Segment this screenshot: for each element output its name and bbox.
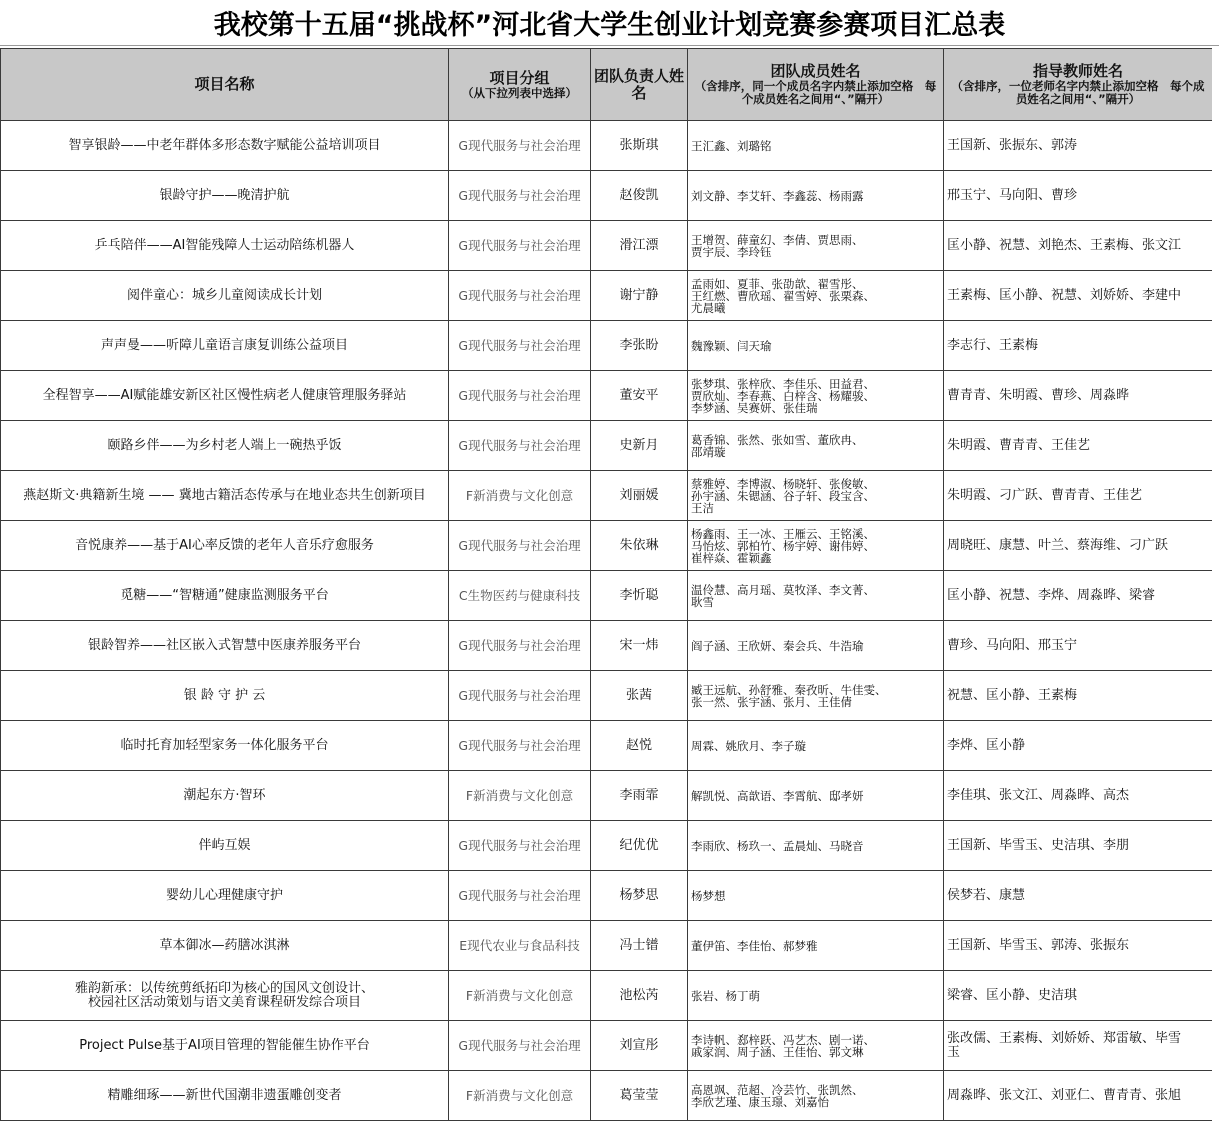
teachers-cell-text: 邢玉宁、马向阳、曹珍: [947, 187, 1078, 203]
group-cell[interactable]: [449, 971, 591, 1021]
project-name-cell[interactable]: [1, 871, 449, 921]
group-cell[interactable]: [449, 921, 591, 971]
members-cell[interactable]: [688, 671, 944, 721]
header-row: [1, 49, 1213, 121]
table-row: [1, 871, 1213, 921]
teachers-cell[interactable]: [944, 1021, 1213, 1071]
project-name-cell[interactable]: [1, 1071, 449, 1121]
leader-cell-text: 冯士镨: [619, 937, 659, 953]
teachers-cell[interactable]: [944, 671, 1213, 721]
teachers-cell-text: 王国新、毕雪玉、史洁琪、李朋: [947, 837, 1130, 853]
group-cell-text: G现代服务与社会治理: [458, 237, 581, 253]
teachers-cell[interactable]: [944, 1071, 1213, 1121]
members-cell[interactable]: [688, 121, 944, 171]
teachers-cell[interactable]: [944, 371, 1213, 421]
leader-cell[interactable]: [591, 121, 688, 171]
group-cell[interactable]: [449, 1021, 591, 1071]
group-cell-text: G现代服务与社会治理: [458, 337, 581, 353]
teachers-cell-text: 王国新、毕雪玉、郭涛、张振东: [947, 937, 1130, 953]
members-cell-text: 杨梦想: [691, 888, 726, 903]
leader-cell[interactable]: [591, 771, 688, 821]
group-cell-text: G现代服务与社会治理: [458, 1037, 581, 1053]
teachers-cell-text: 周晓旺、康慧、叶兰、蔡海维、刁广跃: [947, 537, 1169, 553]
table-row: [1, 1021, 1213, 1071]
table-row: [1, 221, 1213, 271]
project-name-cell-text: 银 龄 守 护 云: [183, 687, 266, 703]
group-cell[interactable]: [449, 321, 591, 371]
teachers-cell-text: 周淼晔、张文江、刘亚仁、曹青青、张旭: [947, 1087, 1182, 1103]
project-name-cell[interactable]: [1, 1021, 449, 1071]
project-name-cell-text: 临时托育加轻型家务一体化服务平台: [120, 737, 329, 753]
group-cell-text: F新消费与文化创意: [465, 1087, 574, 1103]
header-project-name[interactable]: [1, 49, 449, 121]
group-cell[interactable]: [449, 521, 591, 571]
group-cell[interactable]: [449, 221, 591, 271]
group-cell[interactable]: [449, 821, 591, 871]
members-cell-text: 蔡雅婷、李博淑、杨晓轩、张俊敏、 孙宇涵、朱锶涵、谷子轩、段宝含、 王洁: [691, 476, 875, 515]
leader-cell-text: 纪优优: [619, 837, 659, 853]
project-name-cell[interactable]: [1, 421, 449, 471]
group-cell-text: F新消费与文化创意: [465, 487, 574, 503]
leader-cell[interactable]: [591, 221, 688, 271]
table-row: [1, 821, 1213, 871]
leader-cell-text: 池松芮: [619, 987, 659, 1003]
members-cell-text: 王增贺、薛童幻、李倩、贾思雨、 贾宇辰、李玲钰: [691, 232, 864, 259]
sheet-right-edge: [1212, 48, 1219, 1126]
group-cell[interactable]: [449, 171, 591, 221]
table-row: [1, 521, 1213, 571]
group-cell[interactable]: [449, 721, 591, 771]
project-name-cell-text: 阅伴童心：城乡儿童阅读成长计划: [126, 287, 322, 303]
members-cell-text: 张梦琪、张梓欣、李佳乐、田益君、 贾欣灿、李春燕、白梓含、杨耀骏、 李梦涵、吴赛妍、张佳瑞: [691, 376, 875, 415]
leader-cell-text: 董安平: [619, 387, 659, 403]
teachers-cell-text: 匡小静、祝慧、李烨、周淼晔、梁睿: [947, 587, 1156, 603]
members-cell[interactable]: [688, 771, 944, 821]
members-cell[interactable]: [688, 921, 944, 971]
teachers-cell-text: 匡小静、祝慧、刘艳杰、王素梅、张文江: [947, 237, 1182, 253]
header-group-note: （从下拉列表中选择）: [462, 85, 577, 100]
members-cell[interactable]: [688, 471, 944, 521]
members-cell[interactable]: [688, 221, 944, 271]
group-cell-text: G现代服务与社会治理: [458, 687, 581, 703]
leader-cell-text: 葛莹莹: [619, 1087, 659, 1103]
teachers-cell[interactable]: [944, 871, 1213, 921]
table-row: [1, 571, 1213, 621]
teachers-cell-text: 张改儒、王素梅、刘娇娇、郑雷敏、毕雪 玉: [947, 1030, 1182, 1060]
header-group-label: 项目分组: [489, 68, 550, 87]
table-row: [1, 421, 1213, 471]
table-row: [1, 771, 1213, 821]
leader-cell[interactable]: [591, 1021, 688, 1071]
teachers-cell[interactable]: [944, 971, 1213, 1021]
teachers-cell[interactable]: [944, 771, 1213, 821]
table-row: [1, 321, 1213, 371]
group-cell[interactable]: [449, 671, 591, 721]
project-name-cell-text: 颐路乡伴——为乡村老人端上一碗热乎饭: [107, 437, 342, 453]
project-name-cell[interactable]: [1, 671, 449, 721]
members-cell[interactable]: [688, 1071, 944, 1121]
members-cell[interactable]: [688, 621, 944, 671]
group-cell[interactable]: [449, 421, 591, 471]
leader-cell-text: 刘宣彤: [619, 1037, 659, 1053]
group-cell-text: F新消费与文化创意: [465, 987, 574, 1003]
leader-cell[interactable]: [591, 421, 688, 471]
leader-cell[interactable]: [591, 871, 688, 921]
table-row: [1, 921, 1213, 971]
table-row: [1, 271, 1213, 321]
members-cell[interactable]: [688, 171, 944, 221]
header-members-note: （含排序，同一个成员名字内禁止添加空格 每个成员姓名之间用“、”隔开）: [694, 79, 937, 106]
project-name-cell[interactable]: [1, 721, 449, 771]
leader-cell[interactable]: [591, 171, 688, 221]
project-name-cell[interactable]: [1, 571, 449, 621]
header-teachers-label: 指导教师姓名: [1032, 62, 1123, 80]
project-name-cell[interactable]: [1, 271, 449, 321]
group-cell-text: F新消费与文化创意: [465, 787, 574, 803]
group-cell-text: G现代服务与社会治理: [458, 187, 581, 203]
project-name-cell[interactable]: [1, 221, 449, 271]
project-name-cell[interactable]: [1, 321, 449, 371]
project-name-cell-text: 燕赵斯文·典籍新生境 —— 冀地古籍活态传承与在地业态共生创新项目: [23, 487, 426, 503]
project-name-cell-text: 乒乓陪伴——AI智能残障人士运动陪练机器人: [94, 237, 355, 253]
leader-cell[interactable]: [591, 671, 688, 721]
table-row: [1, 621, 1213, 671]
leader-cell-text: 赵俊凯: [619, 187, 659, 203]
project-name-cell-text: 智享银龄——中老年群体多形态数字赋能公益培训项目: [68, 137, 381, 153]
members-cell[interactable]: [688, 421, 944, 471]
table-row: [1, 721, 1213, 771]
teachers-cell[interactable]: [944, 121, 1213, 171]
members-cell-text: 臧王远航、孙舒雅、秦孜昕、牛佳雯、 张一然、张宇涵、张月、王佳倩: [691, 682, 887, 709]
leader-cell-text: 李雨霏: [619, 787, 659, 803]
group-cell[interactable]: [449, 571, 591, 621]
members-cell-text: 葛香锦、张然、张如雪、董欣冉、 邵靖璇: [691, 432, 864, 459]
group-cell-text: G现代服务与社会治理: [458, 437, 581, 453]
group-cell-text: G现代服务与社会治理: [458, 737, 581, 753]
teachers-cell-text: 李烨、匡小静: [947, 737, 1026, 753]
leader-cell-text: 史新月: [619, 437, 659, 453]
leader-cell-text: 滑江漂: [619, 237, 659, 253]
project-name-cell[interactable]: [1, 471, 449, 521]
leader-cell-text: 朱依琳: [619, 537, 659, 553]
leader-cell-text: 刘丽媛: [619, 487, 659, 503]
project-name-cell-text: 觅糖——“智糖通”健康监测服务平台: [120, 587, 329, 603]
teachers-cell[interactable]: [944, 221, 1213, 271]
teachers-cell[interactable]: [944, 821, 1213, 871]
leader-cell[interactable]: [591, 971, 688, 1021]
teachers-cell[interactable]: [944, 171, 1213, 221]
header-project-name-label: 项目名称: [194, 75, 255, 93]
group-cell-text: G现代服务与社会治理: [458, 637, 581, 653]
teachers-cell-text: 王素梅、匡小静、祝慧、刘娇娇、李建中: [947, 287, 1182, 303]
members-cell[interactable]: [688, 1021, 944, 1071]
header-teachers[interactable]: [944, 49, 1213, 121]
leader-cell[interactable]: [591, 621, 688, 671]
project-name-cell[interactable]: [1, 821, 449, 871]
leader-cell-text: 宋一炜: [619, 637, 659, 653]
leader-cell-text: 杨梦思: [619, 887, 659, 903]
project-name-cell-text: 声声曼——听障儿童语言康复训练公益项目: [100, 337, 348, 353]
members-cell-text: 高恩飒、范超、冷芸竹、张凯然、 李欣艺瑾、康玉璟、刘嘉怡: [691, 1082, 864, 1109]
table-row: [1, 371, 1213, 421]
group-cell[interactable]: [449, 621, 591, 671]
members-cell-text: 李诗帆、郄梓跃、冯艺杰、剧一诺、 戚家润、周子涵、王佳怡、郭文琳: [691, 1032, 875, 1059]
group-cell-text: G现代服务与社会治理: [458, 537, 581, 553]
header-group[interactable]: [449, 49, 591, 121]
teachers-cell[interactable]: [944, 721, 1213, 771]
teachers-cell[interactable]: [944, 521, 1213, 571]
teachers-cell[interactable]: [944, 621, 1213, 671]
members-cell[interactable]: [688, 321, 944, 371]
members-cell-text: 魏豫颖、闫天瑜: [691, 338, 772, 353]
members-cell-text: 杨鑫雨、王一冰、王雁云、王铭溪、 马怡炫、郭柏竹、杨宇婷、谢伟婷、 崔梓焱、霍颖鑫: [691, 526, 875, 565]
group-cell[interactable]: [449, 271, 591, 321]
members-cell[interactable]: [688, 521, 944, 571]
teachers-cell[interactable]: [944, 271, 1213, 321]
members-cell-text: 李雨欣、杨玖一、孟晨灿、马晓音: [691, 838, 864, 853]
members-cell[interactable]: [688, 971, 944, 1021]
group-cell-text: G现代服务与社会治理: [458, 137, 581, 153]
project-name-cell-text: 伴屿互娱: [198, 837, 251, 853]
project-name-cell[interactable]: [1, 521, 449, 571]
project-name-cell-text: 潮起东方·智环: [183, 787, 266, 803]
leader-cell[interactable]: [591, 1071, 688, 1121]
header-leader[interactable]: [591, 49, 688, 121]
header-leader-label: 团队负责人姓名: [593, 66, 684, 102]
project-name-cell-text: 音悦康养——基于AI心率反馈的老年人音乐疗愈服务: [75, 537, 374, 553]
leader-cell[interactable]: [591, 471, 688, 521]
header-teachers-note: （含排序，一位老师名字内禁止添加空格 每个成员姓名之间用“、”隔开）: [951, 79, 1205, 106]
project-name-cell[interactable]: [1, 121, 449, 171]
project-name-cell-text: 婴幼儿心理健康守护: [165, 887, 283, 903]
group-cell[interactable]: [449, 1071, 591, 1121]
group-cell-text: G现代服务与社会治理: [458, 887, 581, 903]
members-cell[interactable]: [688, 871, 944, 921]
members-cell-text: 温伶慧、高月瑶、莫牧泽、李文菁、 耿雪: [691, 582, 875, 609]
project-name-cell-text: 草本御冰—药膳冰淇淋: [159, 937, 290, 953]
teachers-cell[interactable]: [944, 571, 1213, 621]
teachers-cell-text: 曹青青、朱明霞、曹珍、周淼晔: [947, 387, 1130, 403]
projects-table: [0, 48, 1213, 1121]
leader-cell-text: 赵悦: [625, 737, 652, 753]
group-cell-text: C生物医药与健康科技: [458, 587, 581, 603]
members-cell-text: 王汇鑫、刘璐铭: [691, 138, 772, 153]
members-cell[interactable]: [688, 371, 944, 421]
leader-cell-text: 张斯琪: [619, 137, 659, 153]
teachers-cell-text: 朱明霞、曹青青、王佳艺: [947, 437, 1091, 453]
leader-cell-text: 李忻聪: [619, 587, 659, 603]
header-members-label: 团队成员姓名: [770, 62, 861, 80]
table-row: [1, 671, 1213, 721]
teachers-cell[interactable]: [944, 471, 1213, 521]
members-cell[interactable]: [688, 571, 944, 621]
members-cell[interactable]: [688, 271, 944, 321]
members-cell-text: 刘文静、李艾轩、李鑫蕊、杨雨露: [691, 188, 864, 203]
members-cell[interactable]: [688, 821, 944, 871]
teachers-cell[interactable]: [944, 321, 1213, 371]
group-cell[interactable]: [449, 371, 591, 421]
project-name-cell-text: 雅韵新承：以传统剪纸拓印为核心的国风文创设计、 校园社区活动策划与语文美育课程研发综合项目: [74, 980, 374, 1010]
teachers-cell-text: 曹珍、马向阳、邢玉宁: [947, 637, 1078, 653]
group-cell-text: G现代服务与社会治理: [458, 287, 581, 303]
table-row: [1, 121, 1213, 171]
group-cell[interactable]: [449, 471, 591, 521]
members-cell-text: 阎子涵、王欣妍、秦会兵、牛浩瑜: [691, 638, 864, 653]
leader-cell[interactable]: [591, 521, 688, 571]
members-cell-text: 周霖、姚欣月、李子璇: [691, 738, 806, 753]
members-cell-text: 解凯悦、高歆语、李霄航、邸孝妍: [691, 788, 864, 803]
project-name-cell[interactable]: [1, 771, 449, 821]
project-name-cell-text: 全程智享——AI赋能雄安新区社区慢性病老人健康管理服务驿站: [42, 387, 407, 403]
leader-cell-text: 张茜: [625, 687, 652, 703]
teachers-cell-text: 李志行、王素梅: [947, 337, 1039, 353]
leader-cell[interactable]: [591, 321, 688, 371]
table-row: [1, 1071, 1213, 1121]
project-name-cell[interactable]: [1, 621, 449, 671]
group-cell-text: G现代服务与社会治理: [458, 387, 581, 403]
teachers-cell-text: 梁睿、匡小静、史洁琪: [947, 987, 1078, 1003]
members-cell-text: 董伊笛、李佳怡、郝梦雅: [691, 938, 818, 953]
project-name-cell[interactable]: [1, 971, 449, 1021]
project-name-cell-text: 银龄守护——晚清护航: [159, 187, 290, 203]
header-members[interactable]: [688, 49, 944, 121]
members-cell-text: 张岩、杨丁萌: [691, 988, 760, 1003]
table-row: [1, 471, 1213, 521]
group-cell[interactable]: [449, 771, 591, 821]
leader-cell[interactable]: [591, 821, 688, 871]
teachers-cell-text: 侯梦若、康慧: [947, 887, 1026, 903]
table-row: [1, 971, 1213, 1021]
members-cell-text: 孟雨如、夏菲、张劭歆、翟雪彤、 王红燃、曹欣瑶、翟雪婷、张栗森、 尤晨曦: [691, 276, 875, 315]
teachers-cell-text: 朱明霞、刁广跃、曹青青、王佳艺: [947, 487, 1143, 503]
leader-cell[interactable]: [591, 371, 688, 421]
group-cell[interactable]: [449, 871, 591, 921]
leader-cell[interactable]: [591, 571, 688, 621]
project-name-cell[interactable]: [1, 921, 449, 971]
teachers-cell-text: 王国新、张振东、郭涛: [947, 137, 1078, 153]
teachers-cell-text: 祝慧、匡小静、王素梅: [947, 687, 1078, 703]
project-name-cell[interactable]: [1, 171, 449, 221]
group-cell-text: G现代服务与社会治理: [458, 837, 581, 853]
leader-cell[interactable]: [591, 921, 688, 971]
members-cell[interactable]: [688, 721, 944, 771]
project-name-cell-text: 精雕细琢——新世代国潮非遗蛋雕创变者: [107, 1087, 342, 1103]
leader-cell-text: 李张盼: [619, 337, 659, 353]
leader-cell[interactable]: [591, 721, 688, 771]
teachers-cell[interactable]: [944, 921, 1213, 971]
teachers-cell[interactable]: [944, 421, 1213, 471]
leader-cell[interactable]: [591, 271, 688, 321]
project-name-cell[interactable]: [1, 371, 449, 421]
table-row: [1, 171, 1213, 221]
sheet-title: 我校第十五届“挑战杯”河北省大学生创业计划竞赛参赛项目汇总表: [0, 0, 1219, 46]
teachers-cell-text: 李佳琪、张文江、周淼晔、高杰: [947, 787, 1130, 803]
project-name-cell-text: Project Pulse基于AI项目管理的智能催生协作平台: [79, 1037, 370, 1053]
group-cell-text: E现代农业与食品科技: [459, 937, 580, 953]
group-cell[interactable]: [449, 121, 591, 171]
leader-cell-text: 谢宁静: [619, 287, 659, 303]
project-name-cell-text: 银龄智养——社区嵌入式智慧中医康养服务平台: [87, 637, 361, 653]
